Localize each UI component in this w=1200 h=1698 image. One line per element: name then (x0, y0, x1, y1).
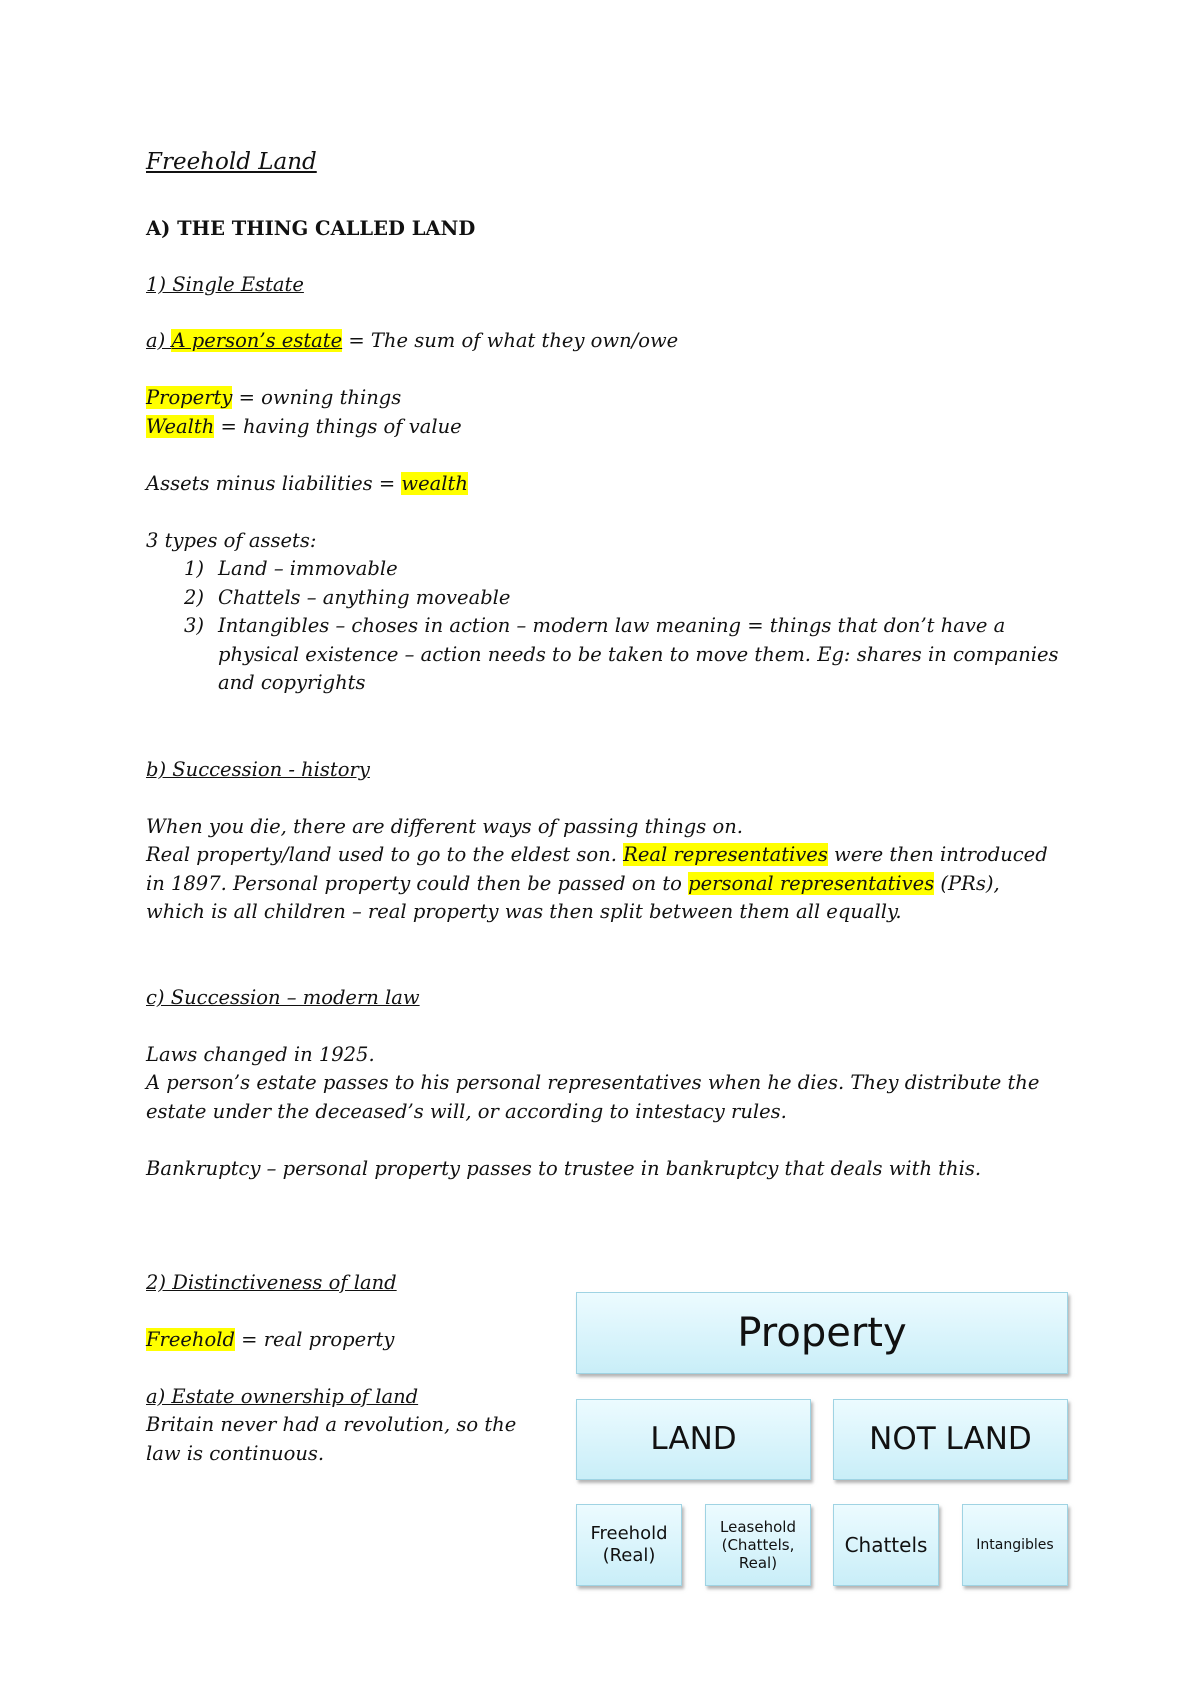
page-title: Freehold Land (146, 149, 317, 175)
node-label: NOT LAND (869, 1420, 1032, 1457)
subheading-single-estate: 1) Single Estate (146, 273, 304, 296)
paragraph-line: which is all children – real property was then split between them all equally. (146, 900, 902, 923)
node-label: (Real) (602, 1545, 656, 1566)
node-label: Real) (738, 1554, 778, 1572)
text: Real property/land used to go to the eldest son. (146, 843, 624, 866)
list-item (184, 586, 511, 609)
diagram-node-freehold (576, 1504, 682, 1586)
paragraph-line: estate under the deceased’s will, or according to intestacy rules. (146, 1100, 787, 1123)
paragraph-line: law is continuous. (146, 1442, 325, 1465)
property-term: Property (146, 386, 233, 409)
diagram-node-leasehold (705, 1504, 811, 1586)
paragraph-line: Britain never had a revolution, so the (146, 1413, 517, 1436)
freehold-def: = real property (234, 1328, 395, 1351)
diagram-node-chattels (833, 1504, 939, 1586)
list-number: 1) (184, 557, 205, 580)
text: in 1897. Personal property could then be passed on to (146, 872, 689, 895)
types-heading: 3 types of assets: (146, 529, 317, 552)
node-label: LAND (650, 1420, 737, 1457)
assets-term: wealth (401, 472, 468, 495)
property-def: = owning things (232, 386, 402, 409)
diagram-node-property (576, 1292, 1068, 1374)
node-label: Freehold (590, 1523, 668, 1545)
text: (PRs), (934, 872, 1000, 895)
paragraph-line (146, 845, 1048, 865)
paragraph-line: A person’s estate passes to his personal representatives when he dies. They distribute the (146, 1071, 1040, 1094)
text: were then introduced (827, 843, 1048, 866)
diagram-node-land (576, 1399, 811, 1480)
diagram-node-not-land (833, 1399, 1068, 1480)
assets-line (146, 474, 468, 494)
wealth-definition (146, 417, 462, 437)
wealth-def: = having things of value (214, 415, 462, 438)
assets-text: Assets minus liabilities = (146, 472, 402, 495)
list-number: 2) (184, 586, 205, 609)
paragraph-line: When you die, there are different ways of passing things on. (146, 815, 743, 838)
estate-def: = The sum of what they own/owe (342, 329, 679, 352)
subheading-succession-modern: c) Succession – modern law (146, 986, 420, 1009)
paragraph-line (146, 874, 1000, 894)
subheading-estate-ownership: a) Estate ownership of land (146, 1385, 419, 1408)
property-definition (146, 388, 401, 408)
wealth-term: Wealth (146, 415, 215, 438)
list-item-continuation: physical existence – action needs to be taken to move them. Eg: shares in companies (218, 643, 1059, 666)
paragraph-line: Laws changed in 1925. (146, 1043, 375, 1066)
estate-label-prefix: a) (146, 329, 172, 352)
node-label: Intangibles (976, 1536, 1054, 1553)
personal-representatives-term: personal representatives (688, 872, 935, 895)
freehold-definition (146, 1330, 394, 1350)
list-item-continuation: and copyrights (218, 671, 366, 694)
paragraph-line: Bankruptcy – personal property passes to trustee in bankruptcy that deals with this. (146, 1157, 982, 1180)
node-label: Chattels (844, 1533, 928, 1557)
node-label: Leasehold (720, 1518, 796, 1536)
subheading-distinctiveness: 2) Distinctiveness of land (146, 1271, 397, 1294)
estate-definition (146, 331, 678, 351)
real-representatives-term: Real representatives (623, 843, 828, 866)
section-heading-a: A) THE THING CALLED LAND (146, 217, 476, 240)
list-item (184, 557, 398, 580)
list-text: Land – immovable (218, 557, 398, 580)
node-label: Property (737, 1310, 907, 1356)
diagram-node-intangibles (962, 1504, 1068, 1586)
list-text: Chattels – anything moveable (218, 586, 511, 609)
freehold-term: Freehold (146, 1328, 235, 1351)
node-label: (Chattels, (721, 1536, 795, 1554)
list-text: Intangibles – choses in action – modern law meaning = things that don’t have a (218, 614, 1006, 637)
list-number: 3) (184, 614, 205, 637)
list-item (184, 614, 1006, 637)
estate-term: A person’s estate (171, 329, 343, 352)
subheading-succession-history: b) Succession - history (146, 758, 370, 781)
